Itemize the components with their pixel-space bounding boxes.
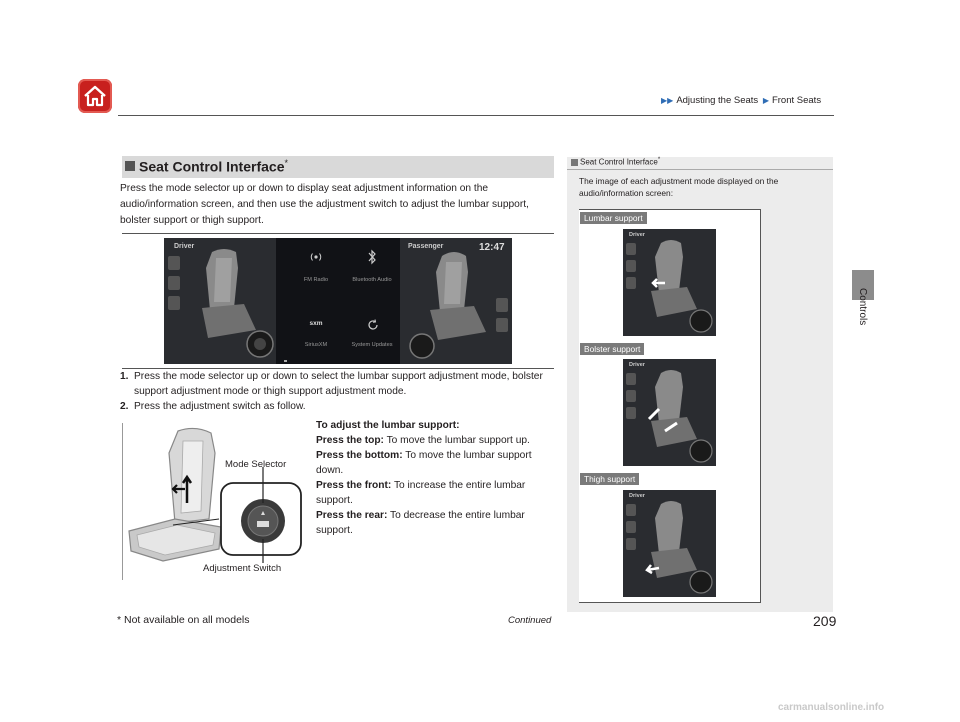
sidebar-heading-text: Seat Control Interface — [580, 157, 658, 167]
menu-item-bluetooth-audio[interactable]: Bluetooth Audio — [352, 277, 392, 283]
mode-images-column — [579, 209, 761, 603]
instruction-text: To decrease the entire lumbar support. — [316, 510, 525, 536]
radio-icon — [309, 251, 323, 263]
mode-tag-bolster: Bolster support — [580, 343, 644, 355]
breadcrumb-arrow-icon: ▶ — [762, 96, 769, 105]
instruction-text: To move the lumbar support down. — [316, 450, 532, 476]
screen-driver-label: Driver — [174, 243, 195, 250]
sirius-logo-icon: sxm — [309, 320, 323, 327]
menu-item-siriusxm[interactable]: SiriusXM — [304, 342, 328, 348]
driver-seat-image — [164, 238, 276, 364]
sidebar-text: The image of each adjustment mode displayed on the audio/information screen: — [579, 176, 779, 198]
instruction-label: Press the top: — [316, 435, 384, 446]
intro-text: Press the mode selector up or down to display seat adjustment information on the audio/information screen, and then use the adjustment switch to adjust the lumbar support, bolster support or thigh support. — [120, 183, 529, 226]
page-indicator — [284, 360, 287, 362]
step-item — [120, 369, 560, 399]
section-title: Seat Control Interface — [139, 158, 285, 175]
bluetooth-icon — [366, 249, 378, 265]
lumbar-instructions — [316, 418, 556, 538]
menu-item-system-updates[interactable]: System Updates — [351, 342, 393, 348]
steps-list — [120, 369, 560, 414]
seat-switch-figure — [122, 423, 304, 580]
side-tab-label: Controls — [857, 288, 868, 326]
watermark: carmanualsonline.info — [778, 702, 885, 713]
instruction-text: To increase the entire lumbar support. — [316, 480, 526, 506]
lumbar-heading: To adjust the lumbar support: — [316, 420, 460, 431]
breadcrumb-item[interactable]: Front Seats — [771, 95, 822, 106]
mode-tag-lumbar: Lumbar support — [580, 212, 647, 224]
home-icon — [78, 79, 112, 113]
note-icon — [571, 159, 578, 166]
mini-screen-lumbar — [623, 229, 716, 336]
step-number: 1. — [120, 371, 129, 382]
sidebar-note — [567, 157, 833, 612]
instruction-label: Press the rear: — [316, 510, 388, 521]
audio-screen — [164, 238, 512, 364]
step-number: 2. — [120, 401, 129, 412]
step-text: Press the mode selector up or down to select the lumbar support adjustment mode, bolster support adjustment mode or thigh support adjustment mode. — [134, 371, 543, 397]
thigh-seat-image — [623, 490, 716, 597]
mini-screen-thigh — [623, 490, 716, 597]
footnote: * Not available on all models — [117, 614, 250, 626]
lumbar-seat-image — [623, 229, 716, 336]
refresh-icon — [366, 318, 380, 332]
step-item — [120, 399, 560, 414]
mode-selector-label: Mode Selector — [225, 459, 287, 470]
step-text: Press the adjustment switch as follow. — [134, 401, 306, 412]
instruction-label: Press the bottom: — [316, 450, 403, 461]
sidebar-rule — [567, 169, 833, 170]
menu-panel — [276, 238, 400, 364]
instruction-item — [316, 433, 556, 448]
mini-driver-label: Driver — [629, 493, 645, 499]
adjustment-switch-label: Adjustment Switch — [203, 563, 282, 574]
footnote-mark: * — [657, 157, 661, 163]
bolster-seat-image — [623, 359, 716, 466]
instruction-label: Press the front: — [316, 480, 392, 491]
passenger-seat-image — [400, 238, 512, 364]
sidebar-heading — [571, 157, 660, 167]
screen-time: 12:47 — [479, 242, 505, 253]
side-tab[interactable] — [856, 288, 870, 348]
instruction-text: To move the lumbar support up. — [386, 435, 530, 446]
breadcrumb — [661, 95, 821, 106]
mini-driver-label: Driver — [629, 362, 645, 368]
instruction-item — [316, 508, 556, 538]
menu-item-fm-radio[interactable]: FM Radio — [303, 277, 329, 283]
section-header — [122, 156, 554, 178]
section-square-icon — [125, 161, 135, 171]
instruction-item — [316, 478, 556, 508]
mini-driver-label: Driver — [629, 232, 645, 238]
mode-tag-thigh: Thigh support — [580, 473, 639, 485]
seat-illustration — [123, 423, 304, 580]
breadcrumb-arrow-icon: ▶▶ — [661, 96, 674, 105]
screen-passenger-label: Passenger — [408, 243, 444, 250]
home-button[interactable] — [78, 79, 112, 113]
mini-screen-bolster — [623, 359, 716, 466]
header-rule — [118, 115, 834, 116]
footnote-mark: * — [284, 158, 288, 168]
breadcrumb-item[interactable]: Adjusting the Seats — [676, 95, 759, 106]
screen-figure — [122, 233, 554, 369]
instruction-item — [316, 448, 556, 478]
continued-label: Continued — [508, 615, 552, 626]
page-number: 209 — [813, 613, 837, 629]
